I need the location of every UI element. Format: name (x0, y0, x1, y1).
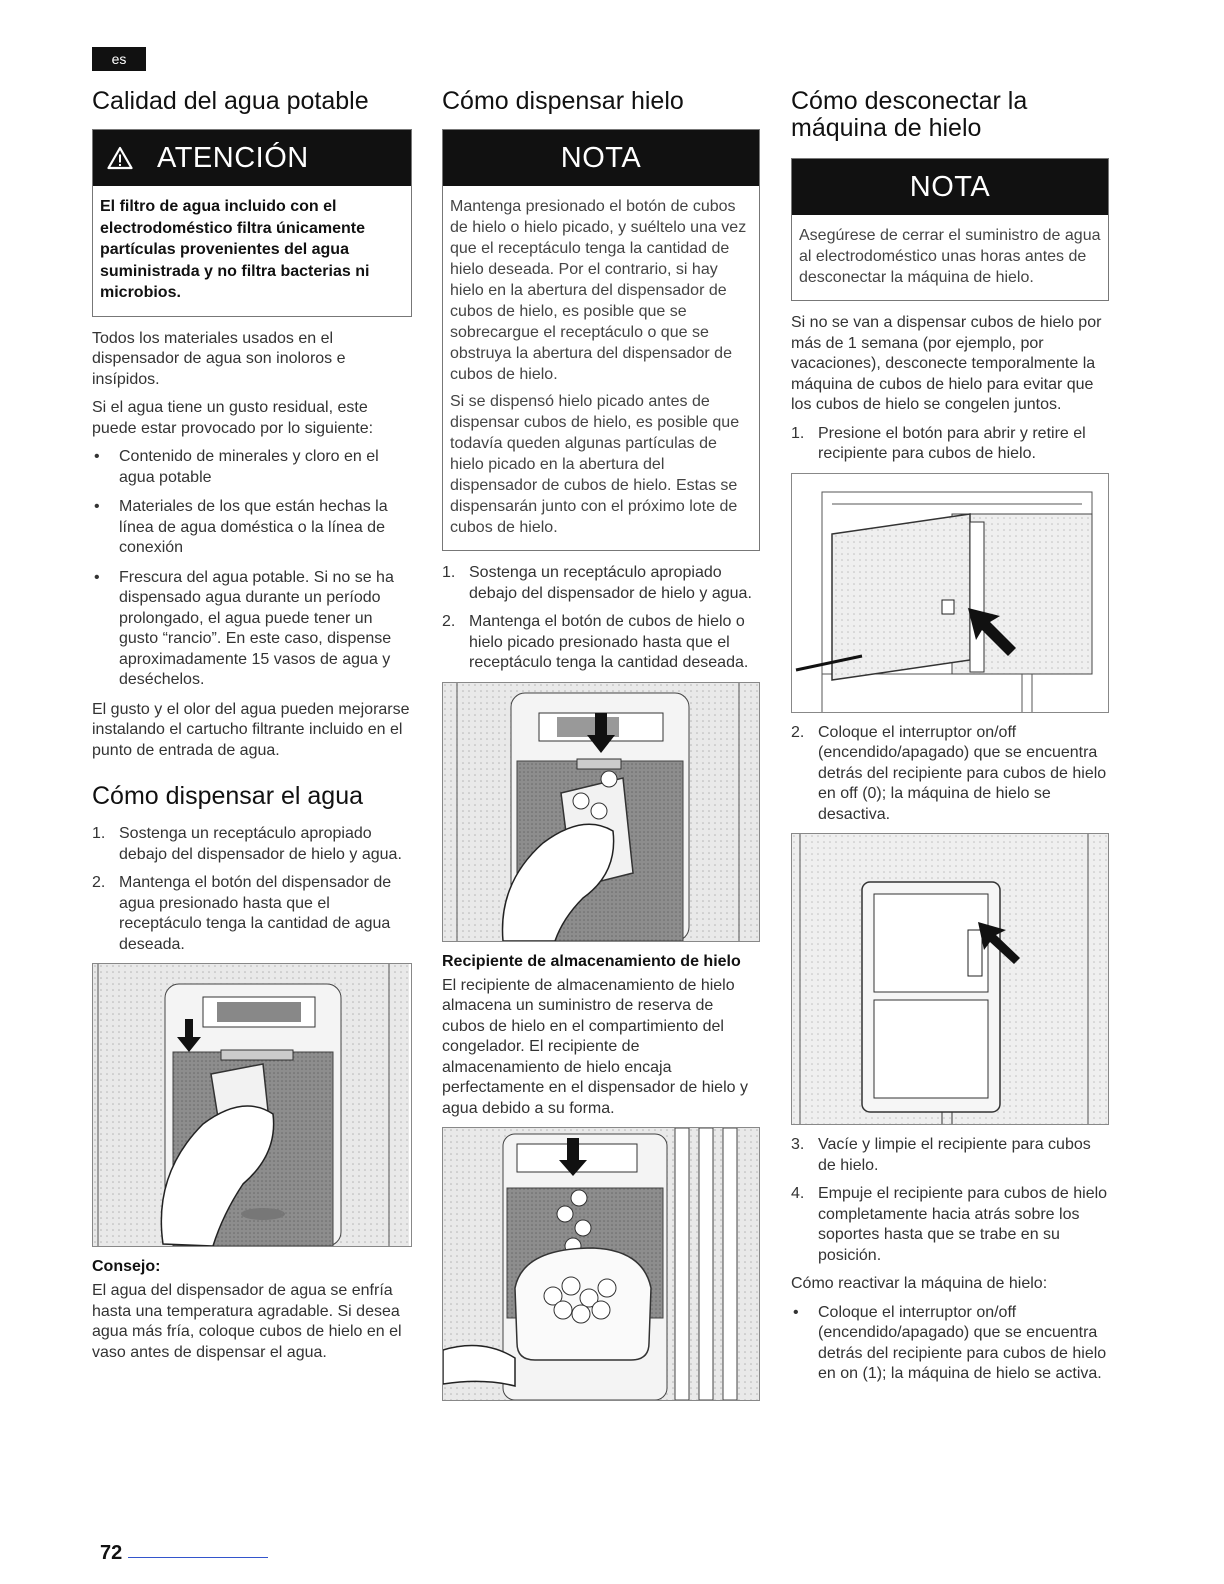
list-item: 1. Sostenga un receptáculo apropiado debajo del dispensador de hielo y agua. (92, 825, 402, 863)
language-tag: es (92, 47, 146, 71)
warning-label: ATENCIÓN (157, 141, 309, 174)
section-title-dispense-water: Cómo dispensar el agua (92, 782, 363, 810)
list-item: 2. Mantenga el botón de cubos de hielo o hielo picado presionado hasta que el receptáculo tenga la cantidad deseada. (442, 613, 749, 671)
list-item: 4. Empuje el recipiente para cubos de hielo completamente hacia atrás sobre los soportes hasta que se trabe en su posición. (791, 1185, 1108, 1264)
section-title-disconnect-icemaker: Cómo desconectar la máquina de hielo (791, 87, 1028, 142)
paragraph: El gusto y el olor del agua pueden mejorarse instalando el cartucho filtrante incluido en el punto de entrada de agua. (92, 700, 410, 759)
note-box (442, 129, 760, 551)
note-body (443, 186, 759, 550)
water-dispensing-illustration (92, 963, 412, 1247)
note-text: Mantenga presionado el botón de cubos de hielo o hielo picado, y suéltelo una vez que el receptáculo tenga la cantidad de hielo deseada. Por el contrario, si hay hielo en la abertura del dispensador de cubos de hielo, es posible que se sobrecargue el receptáculo o que se obstruya la abertura del dispensador de cubos de hielo. (450, 198, 747, 383)
storage-text: El recipiente de almacenamiento de hielo almacena un suministro de reserva de cubos de hielo en el compartimiento del congelador. El recipiente de almacenamiento de hielo encaja perfectamente en el dispensador de hielo y agua debido a su forma. (442, 976, 748, 1117)
warning-triangle-icon (107, 146, 133, 170)
paragraph: Si el agua tiene un gusto residual, este puede estar provocado por lo siguiente: (92, 399, 374, 437)
list-item: 1. Sostenga un receptáculo apropiado debajo del dispensador de hielo y agua. (442, 564, 752, 602)
remove-ice-bin-illustration (791, 473, 1109, 713)
note-text: Asegúrese de cerrar el suministro de agua al electrodoméstico unas horas antes de desconectar la máquina de hielo. (799, 227, 1101, 286)
list-item: • Coloque el interruptor on/off (encendido/apagado) que se encuentra detrás del recipiente para cubos de hielo en on (1); la máquina de hielo se activa. (791, 1303, 1109, 1385)
section-title-water-quality: Calidad del agua potable (92, 87, 369, 115)
bullet-list (92, 447, 412, 691)
section-title-dispense-ice: Cómo dispensar hielo (442, 87, 684, 115)
ice-bin-illustration (442, 1127, 760, 1401)
step-list (791, 1135, 1109, 1266)
column-drinking-water (92, 88, 412, 1371)
list-item: 2. Mantenga el botón del dispensador de agua presionado hasta que el receptáculo tenga la cantidad de agua deseada. (92, 874, 392, 953)
storage-title: Recipiente de almacenamiento de hielo (442, 952, 741, 970)
icemaker-switch-illustration (791, 833, 1109, 1125)
list-item: 2. Coloque el interruptor on/off (encendido/apagado) que se encuentra detrás del recipiente para cubos de hielo en off (0); la máquina de hielo se desactiva. (791, 723, 1107, 823)
paragraph: Si no se van a dispensar cubos de hielo por más de 1 semana (por ejemplo, por vacaciones), desconecte temporalmente la máquina de cubos de hielo para evitar que los cubos de hielo se congelen juntos. (791, 314, 1102, 413)
footer-divider (128, 1557, 268, 1558)
note-text: Si se dispensó hielo picado antes de dispensar cubos de hielo, es posible que todavía queden algunas partículas de hielo picado en la abertura del dispensador de cubos de hielo. Estas se dispensarán junto con el próximo lote de cubos de hielo. (450, 393, 740, 536)
step-list (791, 424, 1109, 465)
list-item: 1. Presione el botón para abrir y retire el recipiente para cubos de hielo. (791, 424, 1086, 462)
step-list (791, 723, 1109, 826)
list-item: • Materiales de los que están hechas la línea de agua doméstica o la línea de conexión (92, 497, 412, 559)
tip-title: Consejo: (92, 1258, 161, 1275)
bullet-list (791, 1303, 1109, 1385)
note-header: NOTA (443, 130, 759, 186)
warning-text: El filtro de agua incluido con el electrodoméstico filtra únicamente partículas provenientes del agua suministrada y no filtra bacterias ni microbios. (100, 198, 370, 301)
column-disconnect-icemaker (791, 88, 1109, 1394)
step-list (442, 563, 760, 674)
step-list (92, 824, 412, 955)
note-header: NOTA (792, 159, 1108, 215)
paragraph: Todos los materiales usados en el dispensador de agua son inoloros e insípidos. (92, 329, 346, 388)
list-item: • Contenido de minerales y cloro en el agua potable (92, 447, 412, 488)
page-number: 72 (100, 1542, 123, 1564)
paragraph: Cómo reactivar la máquina de hielo: (791, 1275, 1048, 1292)
column-dispense-ice (442, 88, 760, 1411)
tip-text: El agua del dispensador de agua se enfría hasta una temperatura agradable. Si desea agua más fría, coloque cubos de hielo en el vaso antes de dispensar el agua. (92, 1282, 402, 1361)
ice-dispensing-illustration (442, 682, 760, 942)
warning-header (93, 130, 411, 186)
list-item: • Frescura del agua potable. Si no se ha dispensado agua durante un período prolongado, el agua puede tener un gusto “rancio”. En este caso, dispense aproximadamente 15 vasos de agua y deséchelos. (92, 568, 412, 691)
list-item: 3. Vacíe y limpie el recipiente para cubos de hielo. (791, 1136, 1091, 1174)
note-box (791, 158, 1109, 301)
warning-box (92, 129, 412, 317)
